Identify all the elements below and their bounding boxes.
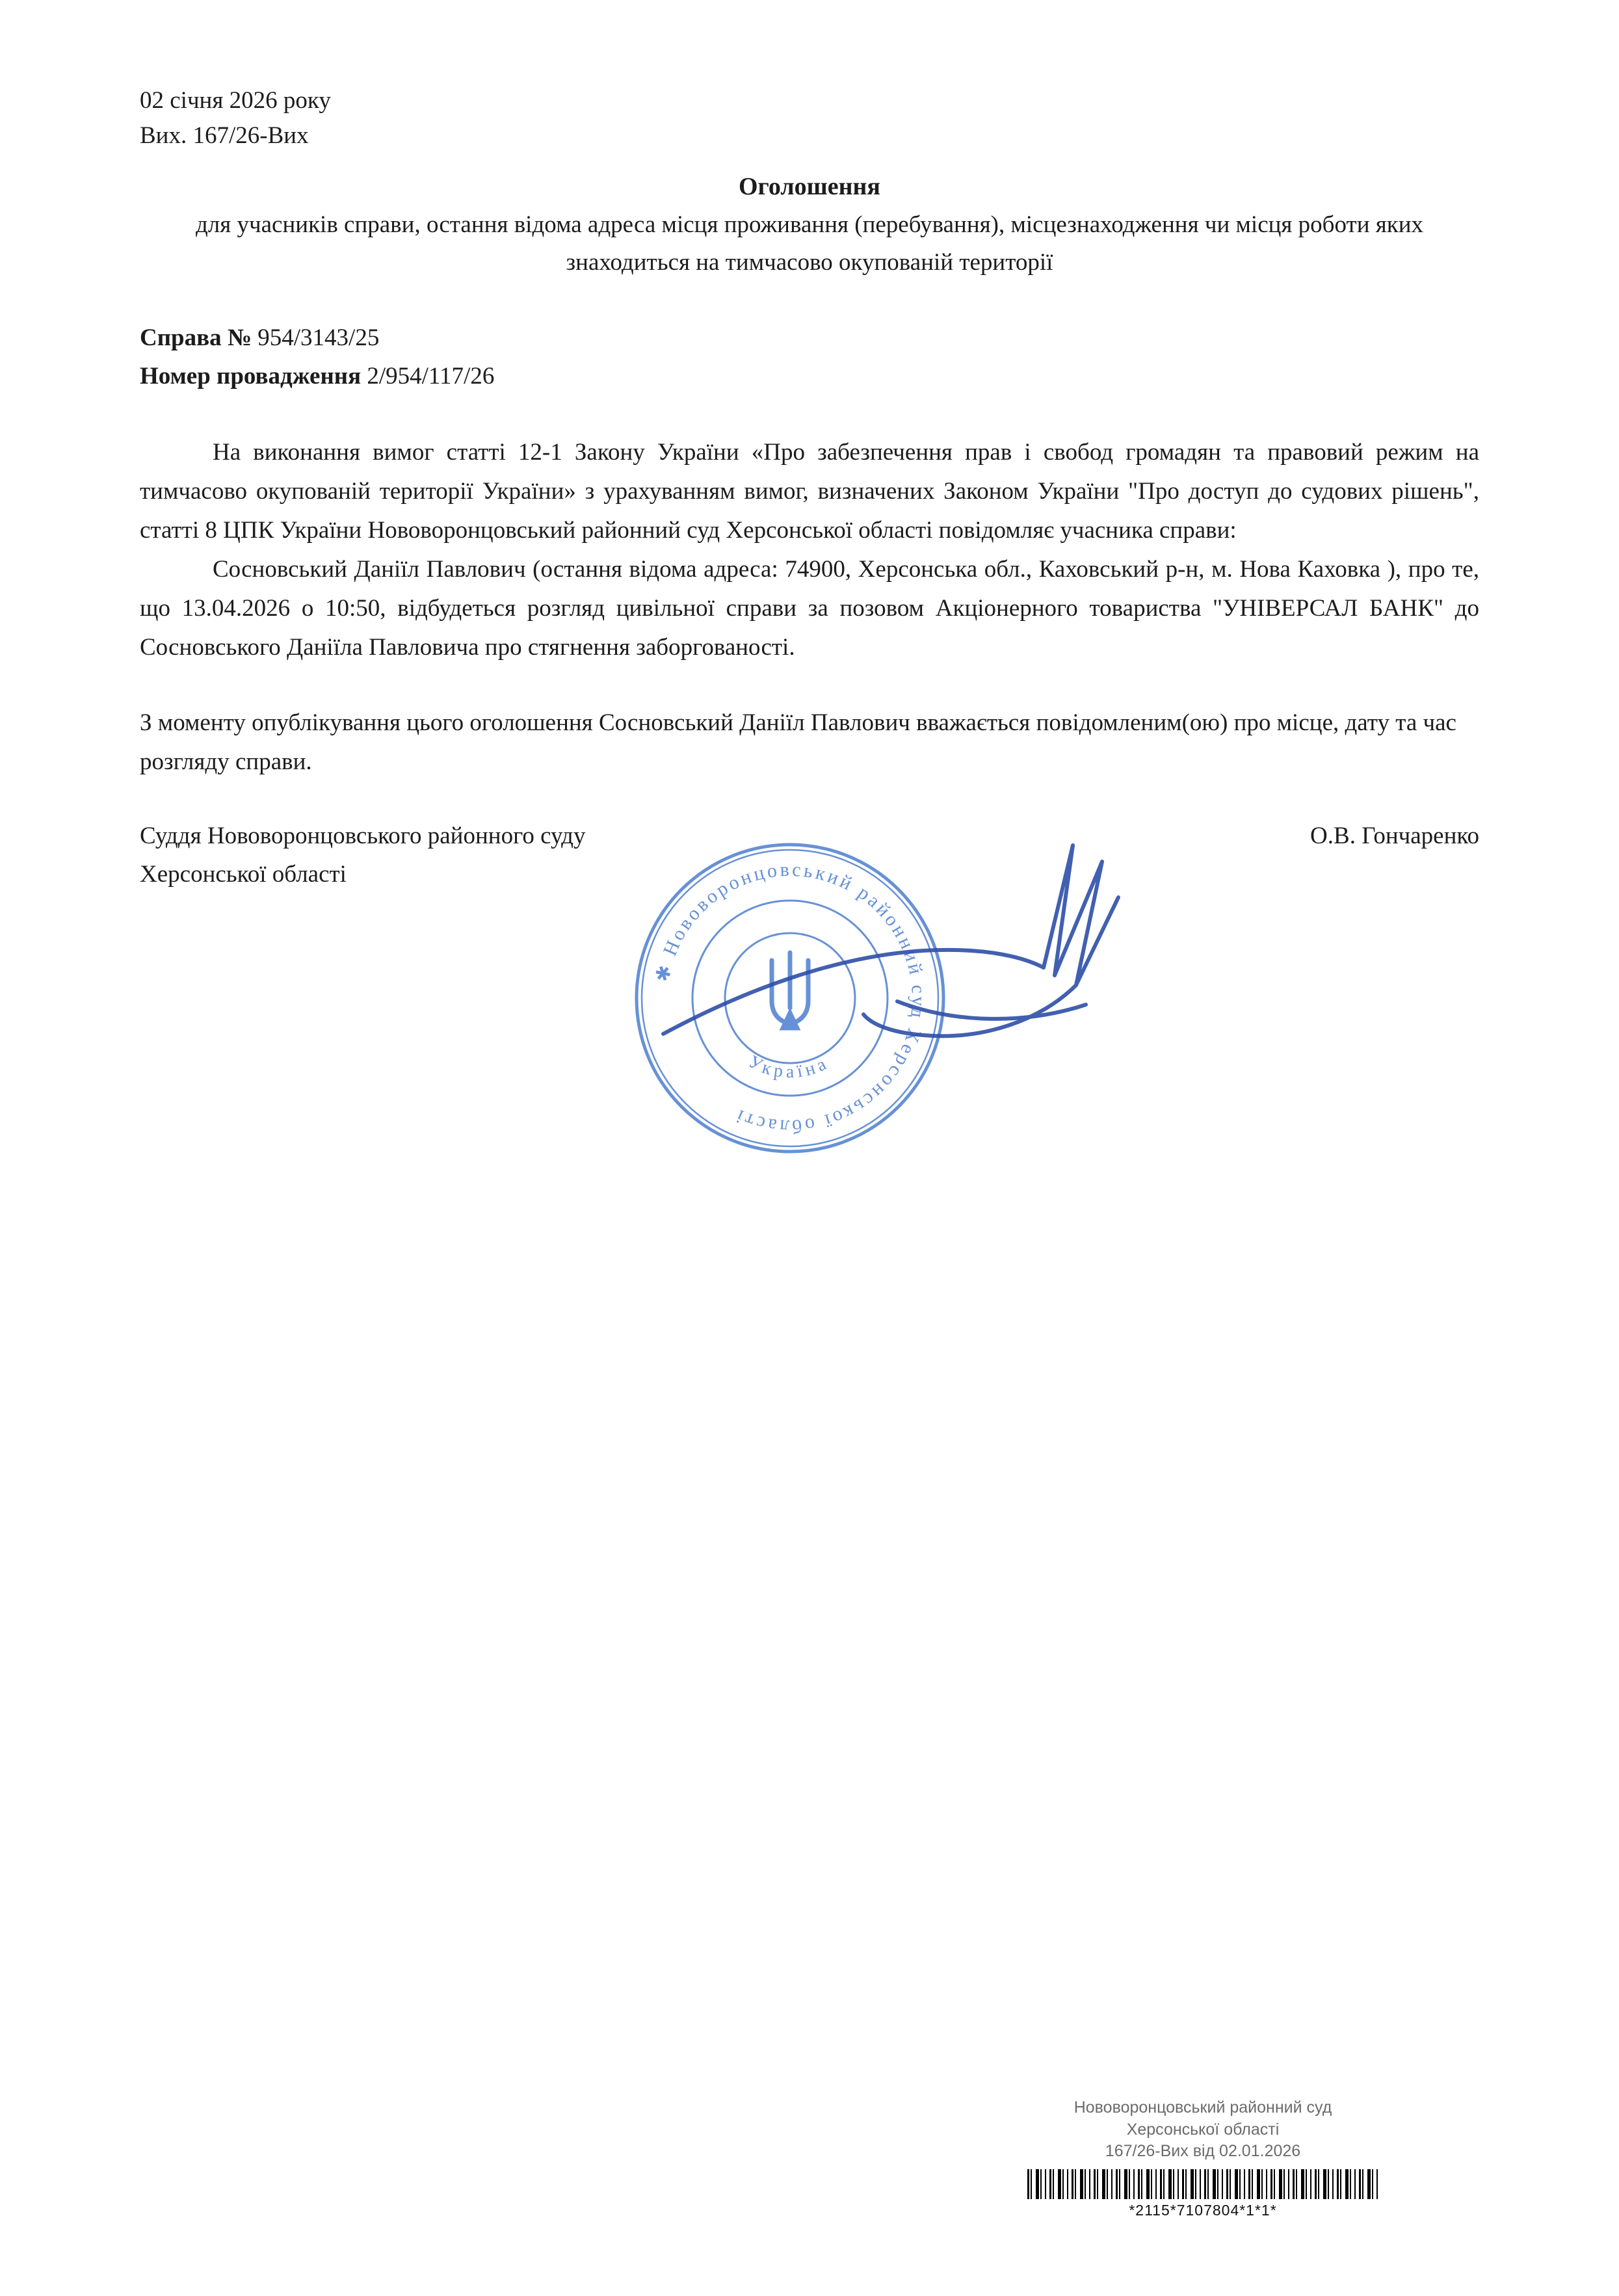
outgoing-ref: Вих. 167/26-Вих [140,122,309,149]
judge-title-line2: Херсонської області [140,861,347,888]
barcode [1027,2169,1378,2199]
proceeding-number-value: 2/954/117/26 [367,363,495,390]
judge-name: О.В. Гончаренко [1310,822,1479,849]
case-number-label: Справа № [140,324,252,351]
document-subtitle: для учасників справи, остання відома адреса місця проживання (перебування), місцезнаходження чи місця роботи яких знаходиться на тимчасово окупованій території [195,211,1424,276]
case-number-value: 954/3143/25 [257,324,380,351]
seal-ring-text: ✱ Нововоронцовський районний суд Херсонської області [652,858,930,1138]
document-title: Оголошення [739,173,880,201]
document-date: 02 січня 2026 року [140,87,331,114]
paragraph-case-details: Сосновський Даніїл Павлович (остання відома адреса: 74900, Херсонська обл., Каховський р-н, м. Нова Каховка ), про те, що 13.04.2026 о 10:50, відбудеться розгляд цивільної справи за позовом Акціонерного товариства "УНІВЕРСАЛ БАНК" до Сосновського Даніїла Павловича про стягнення заборгованості. [140,556,1479,661]
seal-country-text: Україна [745,1051,833,1083]
svg-text:✱ Нововоронцовський районний с [652,859,929,1137]
registry-footer [1021,2097,1385,2219]
document-content [140,83,1479,893]
judge-title-line1: Суддя Нововоронцовського районного суду [140,822,586,849]
paragraph-notification: З моменту опублікування цього оголошення Сосновський Даніїл Павлович вважається повідомленим(ою) про місце, дату та час розгляду справи. [140,709,1456,775]
footer-court-region: Херсонської області [1126,2120,1280,2139]
proceeding-number-line [140,357,1479,395]
barcode-text: *2115*7107804*1*1* [1129,2202,1277,2219]
svg-text:Україна [745,1051,833,1082]
signature-block [140,817,1479,893]
judge-title [140,817,586,893]
trident-emblem-icon [772,953,808,1029]
proceeding-number-label: Номер провадження [140,363,362,390]
case-info-block [140,319,1479,395]
footer-court-name: Нововоронцовський районний суд [1073,2098,1332,2117]
footer-ref-date: 167/26-Вих від 02.01.2026 [1105,2142,1301,2161]
case-number-line [140,319,1479,357]
paragraph-legal-basis: На виконання вимог статті 12-1 Закону України «Про забезпечення прав і свобод громадян та правовий режим на тимчасово окупованій території України» з урахуванням вимог, визначених Законом України "Про доступ до судових рішень", статті 8 ЦПК України Нововоронцовський районний суд Херсонської області повідомляє учасника справи: [140,439,1479,544]
